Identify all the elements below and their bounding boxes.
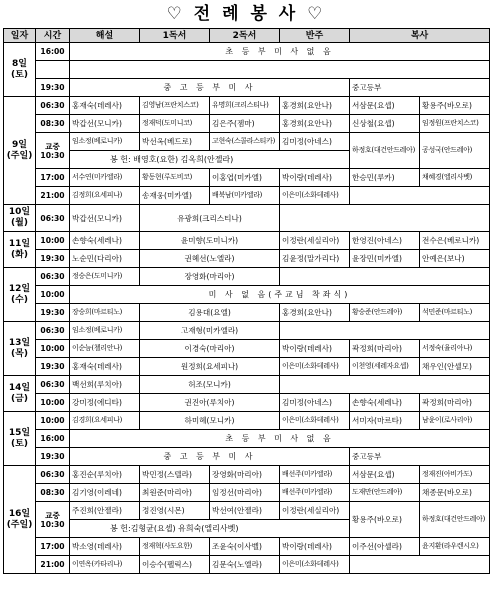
table-row: 10:00 미 사 없 음(주교님 착좌식) xyxy=(4,286,490,304)
server-cell: 중고등부 xyxy=(350,448,490,466)
date-cell: 15일 (토) xyxy=(4,412,36,466)
table-row: 16:00 초 등 부 미 사 없 음 xyxy=(4,430,490,448)
note-cell: 중 고 등 부 미 사 xyxy=(70,448,350,466)
offertory-cell: 봉 헌:김형균(요셉) 유희숙(엘리사벳) xyxy=(70,520,350,538)
table-row: 19:30 장승희(마르티노) 김용대(요엘) 홍경희(요안나) 황승준(안드레아) 석민준(마르티노) xyxy=(4,304,490,322)
date-cell: 11일 (화) xyxy=(4,232,36,268)
date-cell: 14일 (금) xyxy=(4,376,36,412)
table-row: 교중 10:30 임소정(베로니카) 박선옥(베드로) 고현숙(스콜라스티카) 김미정(아네스) 하정호(대건안드레아) 공성국(안드레아) xyxy=(4,133,490,151)
table-row: 19:30 노순민(다리아) 권혜선(노엘라) 김윤정(말가리다) 윤장민(미카엘) 안예은(보나) xyxy=(4,250,490,268)
date-cell: 12일 (수) xyxy=(4,268,36,322)
date-cell: 10일 (월) xyxy=(4,205,36,232)
table-row: 19:30 중 고 등 부 미 사 중고등부 xyxy=(4,448,490,466)
header-servers: 복사 xyxy=(350,29,490,43)
offertory-cell: 봉 헌: 배영호(요한) 김옥희(안젤라) xyxy=(70,151,350,169)
note-cell: 미 사 없 음(주교님 착좌식) xyxy=(70,286,490,304)
table-row: 16일 (주일) 06:30 홍진순(루치아) 박민정(스텔라) 장영화(마리아) 배선주(미카엘라) 서삼문(요셉) 정재진(아비가도) xyxy=(4,466,490,484)
table-row: 12일 (수) 06:30 정승은(도미니카) 장영화(마리아) xyxy=(4,268,490,286)
table-row: 19:30 홍재숙(데레사) 원정희(요세피나) 이은미(소화데레사) 이천영(세레자요셉) 채우인(안셀모) xyxy=(4,358,490,376)
table-row: 08:30 김기영(이레네) 최원준(마리아) 임정선(마리아) 배선주(미카엘라) 도재만(안드레아) 채종문(바오로) xyxy=(4,484,490,502)
header-time: 시간 xyxy=(36,29,70,43)
table-row: 17:00 서수연(미카엘라) 황동현(루도비코) 이홍엽(미카엘) 박이랑(데레사) 한승민(루카) 채혜경(엘리사벳) xyxy=(4,169,490,187)
table-row: 15일 (토) 10:00 김경희(요세피나) 하미혜(모니카) 이은미(소화데레사) 서미자(마르타) 남윤이(로사리아) xyxy=(4,412,490,430)
header-reading2: 2독서 xyxy=(210,29,280,43)
table-row: 10:00 이순늠(첼리안나) 이경숙(마리아) 박이랑(데레사) 곽정희(마리아) 서정숙(율리아나) xyxy=(4,340,490,358)
header-accompanist: 반주 xyxy=(280,29,350,43)
schedule-table xyxy=(3,28,490,574)
header-date: 일자 xyxy=(4,29,36,43)
table-row: 21:00 이연옥(카타리나) 이승수(펠릭스) 김문숙(노엘라) 이은미(소화데레사) xyxy=(4,556,490,574)
time-cell: 16:00 xyxy=(36,43,70,61)
table-row: 08:30 박갑선(모니카) 정재덕(도미니코) 김은주(젬마) 홍경희(요안나) 신상철(요셉) 임정원(프란치스코) xyxy=(4,115,490,133)
table-row: 9일 (주일) 06:30 홍재숙(데레사) 김영남(프란치스코) 유명희(크리스티나) 홍경희(요안나) 서삼문(요셉) 황용주(바오로) xyxy=(4,97,490,115)
table-row xyxy=(4,79,490,97)
note-cell: 초 등 부 미 사 없 음 xyxy=(70,430,490,448)
note-cell: 초 등 부 미 사 없 음 xyxy=(70,43,490,61)
table-row: 교중 10:30 주진희(안젤라) 정진영(시몬) 박선여(안젤라) 이정란(세실리아) 황용주(바오로) 하정호(대건안드레아) xyxy=(4,502,490,520)
table-row: 21:00 김정희(요세피나) 송재웅(미카엘) 배북남(미카엘라) 이은미(소화데레사) xyxy=(4,187,490,205)
table-row: 13일 (목) 06:30 임소정(베로니카) 고재형(미카엘라) xyxy=(4,322,490,340)
table-row: 10:00 강미정(에디타) 권진아(루치아) 김미정(아네스) 손향숙(세레나) 곽정희(마리아) xyxy=(4,394,490,412)
date-cell: 16일 (주일) xyxy=(4,466,36,574)
header-reading1: 1독서 xyxy=(140,29,210,43)
table-row xyxy=(4,43,490,61)
table-row: 11일 (화) 10:00 손향숙(세레나) 윤미향(도미니카) 이정란(세실리아) 한영진(아네스) 전수은(베로니카) xyxy=(4,232,490,250)
date-cell: 8일 (토) xyxy=(4,43,36,97)
page-title: ♡ 전 례 봉 사 ♡ xyxy=(166,4,326,24)
table-row xyxy=(4,61,490,79)
header-commentator: 해설 xyxy=(70,29,140,43)
time-cell: 19:30 xyxy=(36,79,70,97)
table-row: 14일 (금) 06:30 백선희(루치아) 허조(모니카) xyxy=(4,376,490,394)
note-cell: 중 고 등 부 미 사 xyxy=(70,79,350,97)
date-cell: 13일 (목) xyxy=(4,322,36,376)
table-row: 10일 (월) 06:30 박갑선(모니카) 유광희(크리스티나) xyxy=(4,205,490,232)
table-row: 17:00 박소영(데레사) 정재혁(사도요한) 조윤숙(이사벨) 박이랑(데레사) 이주선(아셀라) 윤지환(라우렌시오) xyxy=(4,538,490,556)
date-cell: 9일 (주일) xyxy=(4,97,36,205)
header-row xyxy=(4,29,490,43)
server-cell: 중고등부 xyxy=(350,79,490,97)
